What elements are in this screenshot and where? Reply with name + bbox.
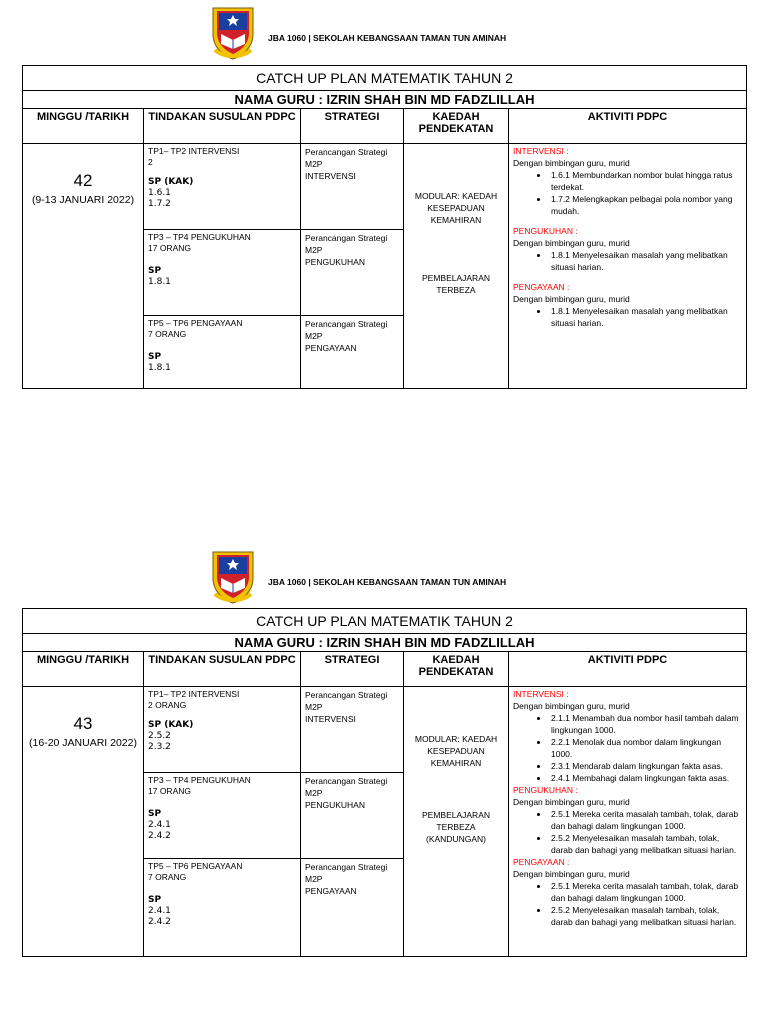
activity-list — [513, 169, 742, 217]
strategy-cell-pengukuhan — [301, 773, 404, 859]
week-date: (9-13 JANUARI 2022) — [31, 194, 135, 206]
group-cell-pengukuhan — [144, 773, 301, 859]
method-line: TERBEZA — [436, 822, 476, 832]
strategy-line: M2P — [305, 159, 323, 169]
activity-item: • 1.8.1 Menyelesaikan masalah yang melibatkan situasi harian. — [549, 249, 742, 273]
strategy-cell-pengukuhan — [301, 230, 404, 316]
strategy-line: PENGAYAAN — [305, 886, 357, 896]
column-header-strategy: STRATEGI — [301, 652, 404, 687]
sp-code: 1.7.2 — [148, 199, 171, 209]
activity-intro: Dengan bimbingan guru, murid — [513, 158, 630, 168]
activity-list — [513, 249, 742, 273]
sp-code: 2.5.2 — [148, 731, 171, 741]
activity-item: • 1.7.2 Melengkapkan pelbagai pola nombor yang mudah. — [549, 193, 742, 217]
sp-code: 1.8.1 — [148, 363, 171, 373]
group-cell-intervensi — [144, 687, 301, 773]
group-cell-pengayaan — [144, 316, 301, 389]
group-cell-intervensi — [144, 144, 301, 230]
strategy-line: M2P — [305, 702, 323, 712]
activity-item: • 2.5.2 Menyelesaikan masalah tambah, tolak, darab dan bahagi yang melibatkan situasi harian. — [549, 832, 742, 856]
week-cell — [23, 687, 144, 957]
activity-cell — [509, 687, 747, 957]
strategy-line: INTERVENSI — [305, 714, 356, 724]
strategy-line: PENGUKUHAN — [305, 257, 365, 267]
sp-code: 1.8.1 — [148, 277, 171, 287]
activity-intro: Dengan bimbingan guru, murid — [513, 294, 630, 304]
method-line: MODULAR: KAEDAH — [414, 191, 498, 201]
method-cell — [404, 687, 509, 957]
teacher-name: NAMA GURU : IZRIN SHAH BIN MD FADZLILLAH — [23, 634, 747, 652]
activity-item: • 1.6.1 Membundarkan nombor bulat hingga ratus terdekat. — [549, 169, 742, 193]
strategy-line: PENGUKUHAN — [305, 800, 365, 810]
sp-label: SP (KAK) — [148, 720, 194, 730]
group-level: TP5 – TP6 PENGAYAAN — [148, 861, 243, 871]
group-count: 7 ORANG — [148, 329, 187, 339]
activity-item: • 1.8.1 Menyelesaikan masalah yang melibatkan situasi harian. — [549, 305, 742, 329]
group-level: TP3 – TP4 PENGUKUHAN — [148, 232, 251, 242]
activity-item: • 2.2.1 Menolak dua nombor dalam lingkungan 1000. — [549, 736, 742, 760]
activity-item: • 2.1.1 Menambah dua nombor hasil tambah dalam lingkungan 1000. — [549, 712, 742, 736]
method-line: KESEPADUAN — [427, 203, 485, 213]
activity-intro: Dengan bimbingan guru, murid — [513, 869, 630, 879]
plan-title: CATCH UP PLAN MATEMATIK TAHUN 2 — [23, 66, 747, 91]
sp-label: SP — [148, 266, 162, 276]
group-level: TP3 – TP4 PENGUKUHAN — [148, 775, 251, 785]
method-block-modular — [404, 733, 508, 769]
group-count: 17 ORANG — [148, 243, 191, 253]
strategy-line: M2P — [305, 245, 323, 255]
method-block-modular — [404, 190, 508, 226]
strategy-cell-intervensi — [301, 144, 404, 230]
activity-list — [513, 880, 742, 928]
strategy-line: Perancangan Strategi — [305, 690, 388, 700]
week-date: (16-20 JANUARI 2022) — [29, 737, 137, 749]
method-block-terbeza — [404, 272, 508, 296]
sp-code: 1.6.1 — [148, 188, 171, 198]
strategy-line: Perancangan Strategi — [305, 233, 388, 243]
sp-label: SP — [148, 895, 162, 905]
activity-label-pengukuhan: PENGUKUHAN : — [513, 226, 578, 236]
column-header-week: MINGGU /TARIKH — [23, 652, 144, 687]
activity-label-pengukuhan: PENGUKUHAN : — [513, 785, 578, 795]
strategy-line: M2P — [305, 874, 323, 884]
sp-code: 2.4.1 — [148, 820, 171, 830]
activity-item: • 2.5.2 Menyelesaikan masalah tambah, tolak, darab dan bahagi yang melibatkan situasi harian. — [549, 904, 742, 928]
column-header-method: KAEDAH PENDEKATAN — [404, 109, 509, 144]
strategy-cell-pengayaan — [301, 859, 404, 957]
strategy-line: Perancangan Strategi — [305, 147, 388, 157]
activity-list — [513, 712, 742, 784]
column-header-week: MINGGU /TARIKH — [23, 109, 144, 144]
sp-code: 2.4.2 — [148, 917, 171, 927]
activity-intro: Dengan bimbingan guru, murid — [513, 797, 630, 807]
school-header — [210, 6, 630, 60]
group-count: 17 ORANG — [148, 786, 191, 796]
activity-intro: Dengan bimbingan guru, murid — [513, 238, 630, 248]
group-level: TP5 – TP6 PENGAYAAN — [148, 318, 243, 328]
activity-label-pengayaan: PENGAYAAN : — [513, 857, 570, 867]
column-header-activity: AKTIVITI PDPC — [509, 652, 747, 687]
school-crest-logo — [210, 550, 256, 604]
catch-up-plan-table — [22, 65, 747, 389]
method-line: TERBEZA — [436, 285, 476, 295]
column-header-action: TINDAKAN SUSULAN PDPC — [144, 652, 301, 687]
school-header — [210, 550, 630, 604]
column-header-strategy: STRATEGI — [301, 109, 404, 144]
group-cell-pengukuhan — [144, 230, 301, 316]
method-cell — [404, 144, 509, 389]
sp-code: 2.4.1 — [148, 906, 171, 916]
strategy-line: M2P — [305, 331, 323, 341]
strategy-line: Perancangan Strategi — [305, 319, 388, 329]
activity-item: • 2.5.1 Mereka cerita masalah tambah, tolak, darab dan bahagi dalam lingkungan 1000. — [549, 808, 742, 832]
activity-intro: Dengan bimbingan guru, murid — [513, 701, 630, 711]
column-header-action: TINDAKAN SUSULAN PDPC — [144, 109, 301, 144]
method-line: (KANDUNGAN) — [426, 834, 486, 844]
column-header-method: KAEDAH PENDEKATAN — [404, 652, 509, 687]
strategy-cell-pengayaan — [301, 316, 404, 389]
strategy-line: Perancangan Strategi — [305, 862, 388, 872]
week-number: 42 — [73, 171, 93, 190]
school-crest-logo — [210, 6, 256, 60]
activity-label-intervensi: INTERVENSI : — [513, 146, 569, 156]
column-header-activity: AKTIVITI PDPC — [509, 109, 747, 144]
group-count: 2 — [148, 157, 153, 167]
sp-label: SP — [148, 809, 162, 819]
activity-cell — [509, 144, 747, 389]
group-level: TP1– TP2 INTERVENSI — [148, 689, 240, 699]
activity-item: • 2.5.1 Mereka cerita masalah tambah, tolak, darab dan bahagi dalam lingkungan 1000. — [549, 880, 742, 904]
activity-label-pengayaan: PENGAYAAN : — [513, 282, 570, 292]
sp-code: 2.4.2 — [148, 831, 171, 841]
activity-item: • 2.4.1 Membahagi dalam lingkungan fakta asas. — [549, 772, 742, 784]
method-line: MODULAR: KAEDAH — [414, 734, 498, 744]
method-block-terbeza — [404, 809, 508, 845]
plan-title: CATCH UP PLAN MATEMATIK TAHUN 2 — [23, 609, 747, 634]
sp-label: SP — [148, 352, 162, 362]
strategy-line: Perancangan Strategi — [305, 776, 388, 786]
group-count: 2 ORANG — [148, 700, 187, 710]
week-cell — [23, 144, 144, 389]
sp-label: SP (KAK) — [148, 177, 194, 187]
school-name-text: JBA 1060 | SEKOLAH KEBANGSAAN TAMAN TUN AMINAH — [268, 33, 507, 43]
strategy-cell-intervensi — [301, 687, 404, 773]
method-line: KESEPADUAN — [427, 746, 485, 756]
school-name-text: JBA 1060 | SEKOLAH KEBANGSAAN TAMAN TUN AMINAH — [268, 577, 507, 587]
method-line: KEMAHIRAN — [430, 215, 482, 225]
activity-item: • 2.3.1 Mendarab dalam lingkungan fakta asas. — [549, 760, 742, 772]
activity-label-intervensi: INTERVENSI : — [513, 689, 569, 699]
teacher-name: NAMA GURU : IZRIN SHAH BIN MD FADZLILLAH — [23, 91, 747, 109]
method-line: PEMBELAJARAN — [421, 810, 491, 820]
catch-up-plan-table — [22, 608, 747, 957]
group-level: TP1– TP2 INTERVENSI — [148, 146, 240, 156]
method-line: KEMAHIRAN — [430, 758, 482, 768]
method-line: PEMBELAJARAN — [421, 273, 491, 283]
strategy-line: INTERVENSI — [305, 171, 356, 181]
activity-list — [513, 305, 742, 329]
strategy-line: M2P — [305, 788, 323, 798]
sp-code: 2.3.2 — [148, 742, 171, 752]
week-number: 43 — [73, 714, 93, 733]
strategy-line: PENGAYAAN — [305, 343, 357, 353]
group-cell-pengayaan — [144, 859, 301, 957]
group-count: 7 ORANG — [148, 872, 187, 882]
activity-list — [513, 808, 742, 856]
